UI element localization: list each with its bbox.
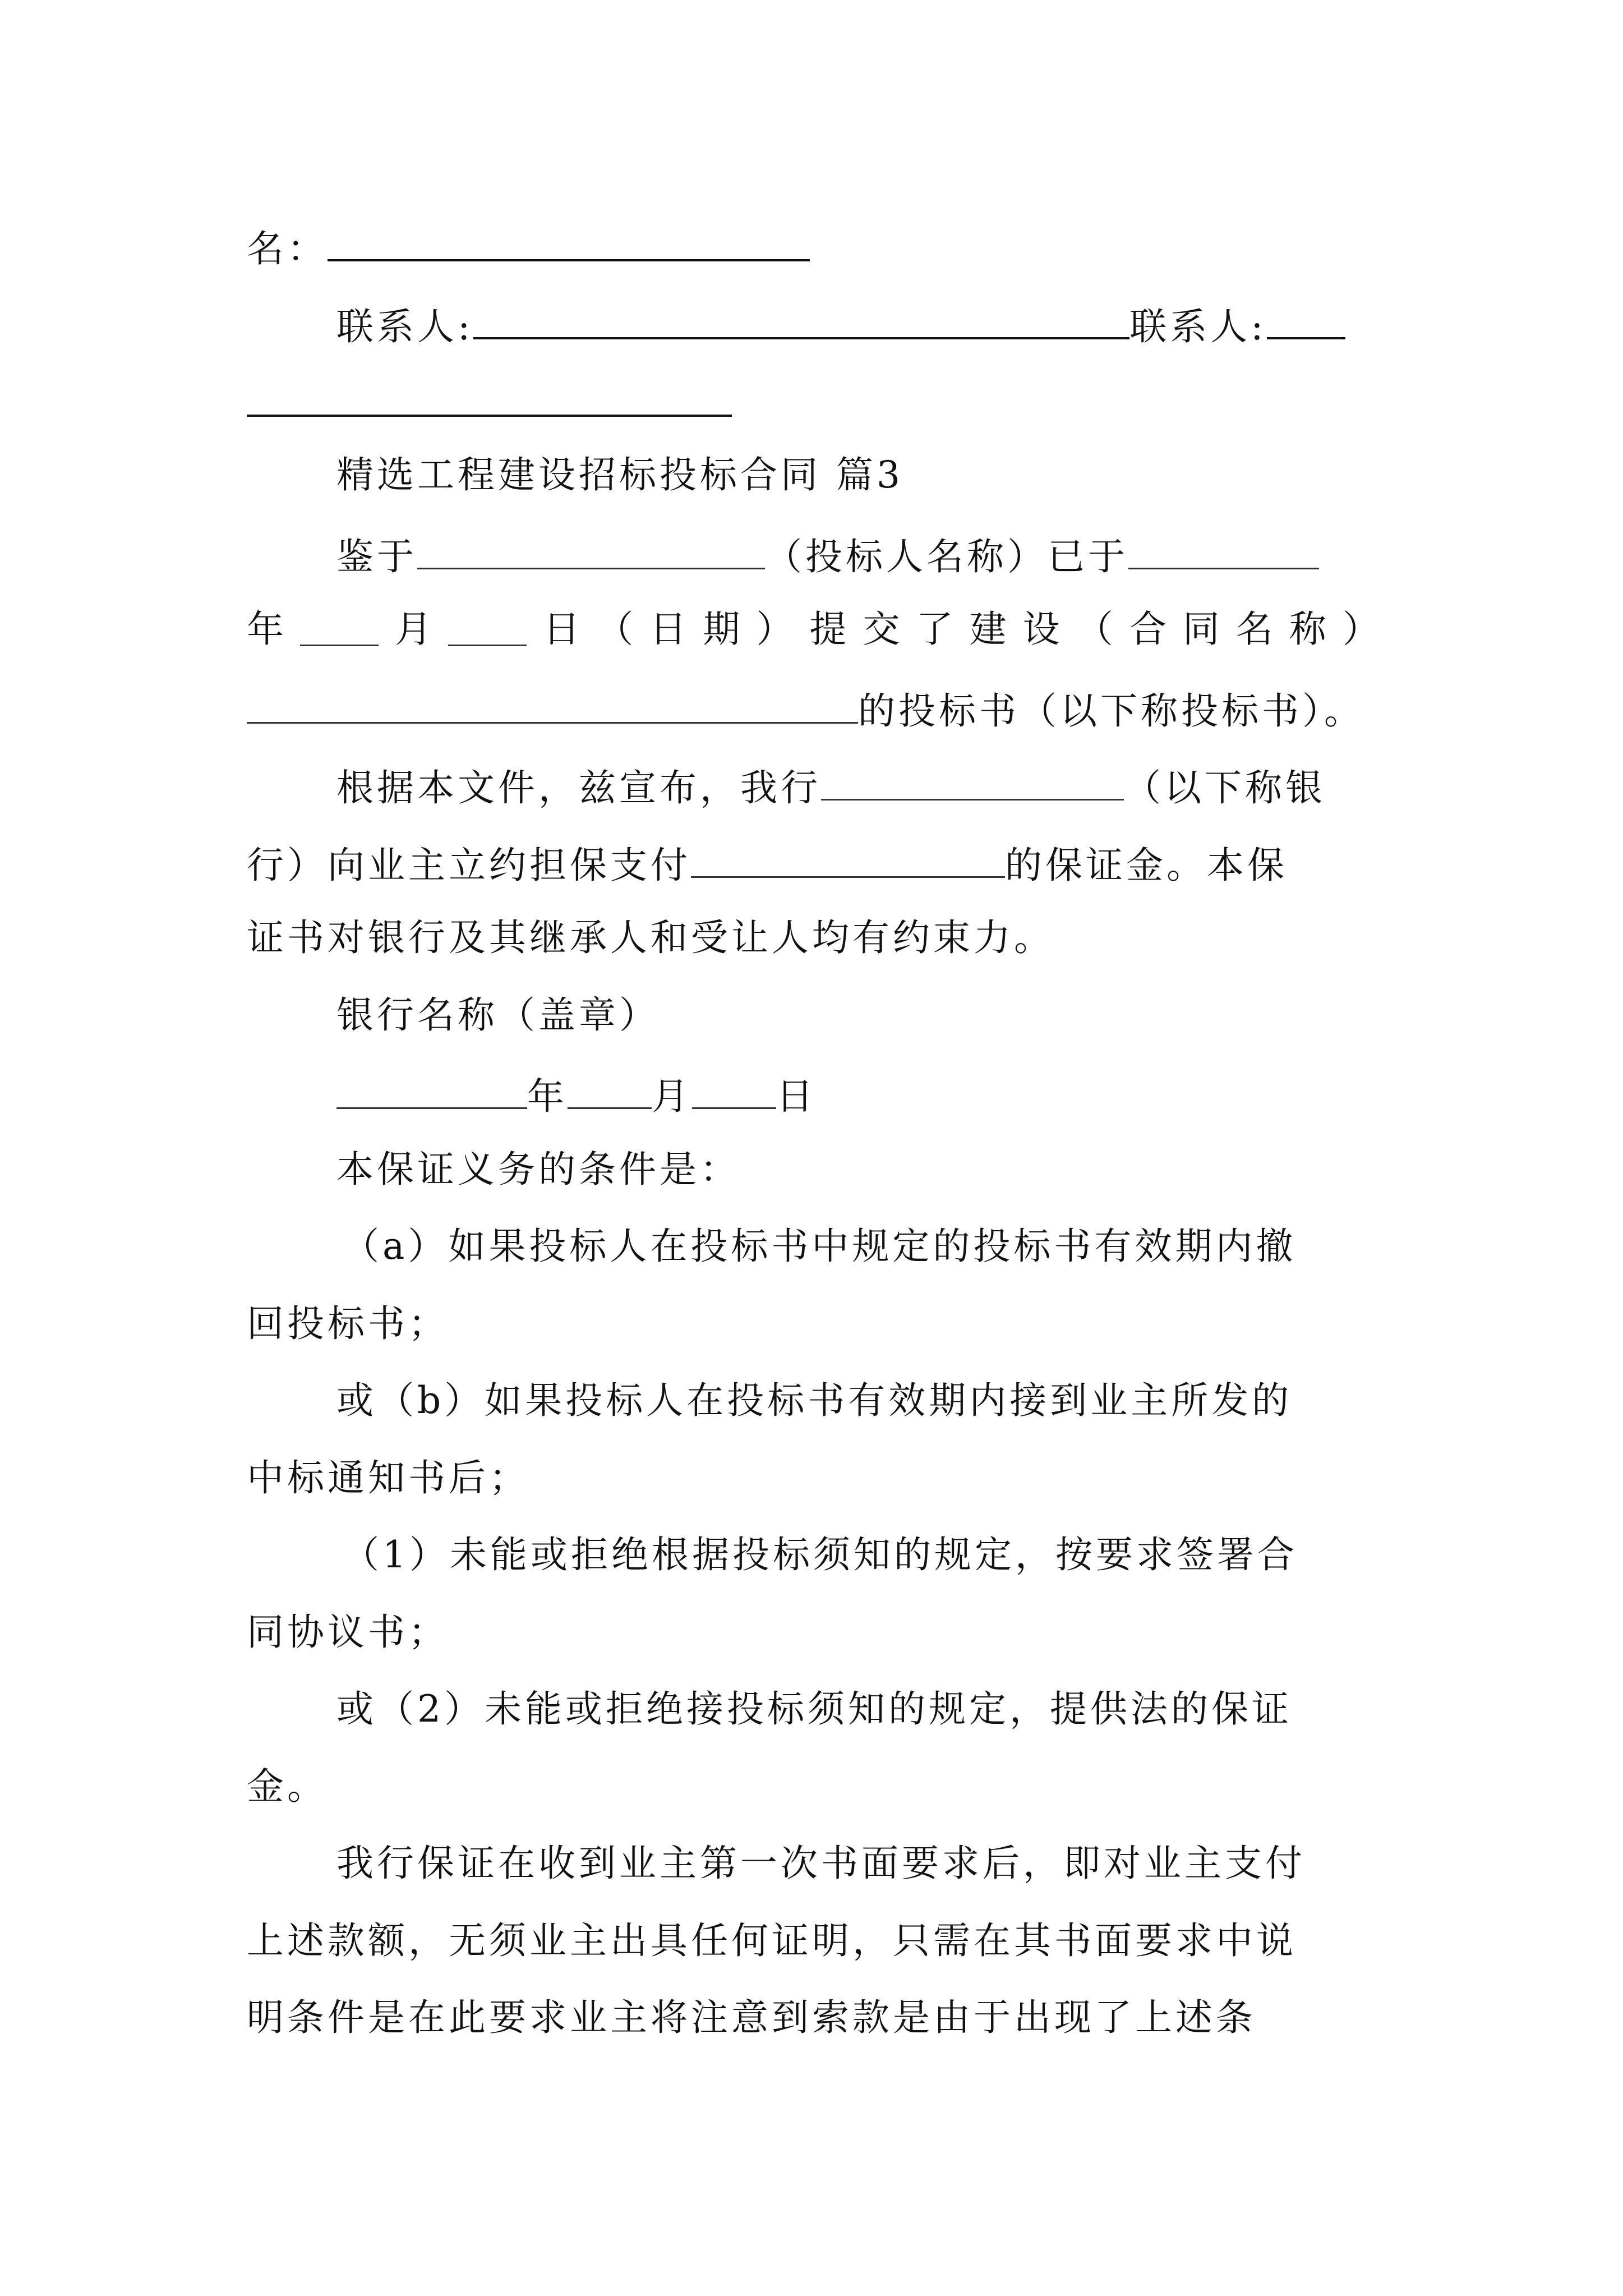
name-line <box>247 218 810 268</box>
amount-blank <box>691 836 1005 878</box>
cond-1-line-1: （1）未能或拒绝根据投标须知的规定，按要求签署合 <box>342 1533 1298 1576</box>
year-blank <box>1128 527 1319 569</box>
p1-line-3 <box>247 682 1364 732</box>
char: 称 <box>1289 608 1326 651</box>
contact-label-1: 联系人: <box>336 305 474 348</box>
char: 交 <box>863 608 900 651</box>
cond-a-line-1: （a）如果投标人在投标书中规定的投标书有效期内撤 <box>342 1225 1297 1268</box>
final-line-2: 上述款额，无须业主出具任何证明，只需在其书面要求中说 <box>247 1919 1297 1962</box>
char: 日 <box>649 608 687 651</box>
section-heading: 精选工程建设招标投标合同 篇3 <box>336 453 903 496</box>
cond-1-line-2: 同协议书； <box>247 1611 449 1654</box>
p2-line-3: 证书对银行及其继承人和受让人均有约束力。 <box>247 916 1054 959</box>
contact-label-2: 联系人: <box>1129 305 1267 348</box>
p2-text-d: 的保证金。本保 <box>1005 844 1288 887</box>
date-month-label: 月 <box>652 1075 692 1118</box>
char: 日 <box>543 608 580 651</box>
name-label: 名： <box>247 227 328 270</box>
contact-blank-2 <box>1267 296 1345 339</box>
p1-text-a: 鉴于 <box>336 535 417 578</box>
bank-blank <box>821 758 1124 800</box>
bank-name-seal: 银行名称（盖章） <box>336 993 660 1037</box>
char: ） <box>756 608 794 651</box>
char: 建 <box>969 608 1007 651</box>
contact-line <box>336 296 1345 346</box>
p1-line-2 <box>247 604 1380 655</box>
bidder-name-blank <box>417 527 765 569</box>
day-blank <box>448 604 527 646</box>
cond-2-line-1: 或（2）未能或拒绝接投标须知的规定，提供法的保证 <box>336 1687 1292 1731</box>
date-year-blank <box>336 1067 527 1109</box>
char: （ <box>596 608 634 651</box>
char: 名 <box>1235 608 1273 651</box>
p2-text-a: 根据本文件，兹宣布，我行 <box>336 766 821 809</box>
p2-text-b: （以下称银 <box>1124 766 1326 809</box>
char: 设 <box>1022 608 1060 651</box>
contract-name-blank <box>247 682 858 724</box>
final-line-3: 明条件是在此要求业主将注意到索款是由于出现了上述条 <box>247 1996 1256 2039</box>
char: 了 <box>916 608 953 651</box>
name-blank <box>328 218 810 261</box>
date-day-blank <box>692 1067 776 1109</box>
char: 期 <box>703 608 740 651</box>
conditions-intro: 本保证义务的条件是： <box>336 1148 740 1191</box>
p2-text-c: 行）向业主立约担保支付 <box>247 844 691 887</box>
char: 同 <box>1182 608 1220 651</box>
date-month-blank <box>568 1067 652 1109</box>
cond-a-line-2: 回投标书； <box>247 1302 449 1345</box>
date-line <box>336 1067 817 1117</box>
char: 提 <box>809 608 847 651</box>
char: ） <box>1342 608 1380 651</box>
cond-b-line-2: 中标通知书后； <box>247 1456 529 1499</box>
char: 合 <box>1129 608 1166 651</box>
p1-line-1 <box>336 527 1319 578</box>
p2-line-2 <box>247 836 1288 886</box>
date-year-label: 年 <box>527 1075 568 1118</box>
contact-blank-2-cont <box>247 373 732 417</box>
p1-text-c: 的投标书（以下称投标书）。 <box>858 689 1364 733</box>
cond-2-line-2: 金。 <box>247 1765 328 1808</box>
cond-b-line-1: 或（b）如果投标人在投标书有效期内接到业主所发的 <box>336 1379 1293 1422</box>
month-blank <box>300 604 379 646</box>
final-line-1: 我行保证在收到业主第一次书面要求后，即对业主支付 <box>336 1842 1306 1885</box>
p2-line-1 <box>336 758 1326 809</box>
p1-text-b: （投标人名称）已于 <box>765 535 1128 578</box>
char: （ <box>1076 608 1113 651</box>
contact-continuation <box>247 373 732 424</box>
char: 月 <box>395 608 432 651</box>
char: 年 <box>247 608 284 651</box>
contact-blank-1 <box>473 296 1129 339</box>
date-day-label: 日 <box>776 1075 817 1118</box>
